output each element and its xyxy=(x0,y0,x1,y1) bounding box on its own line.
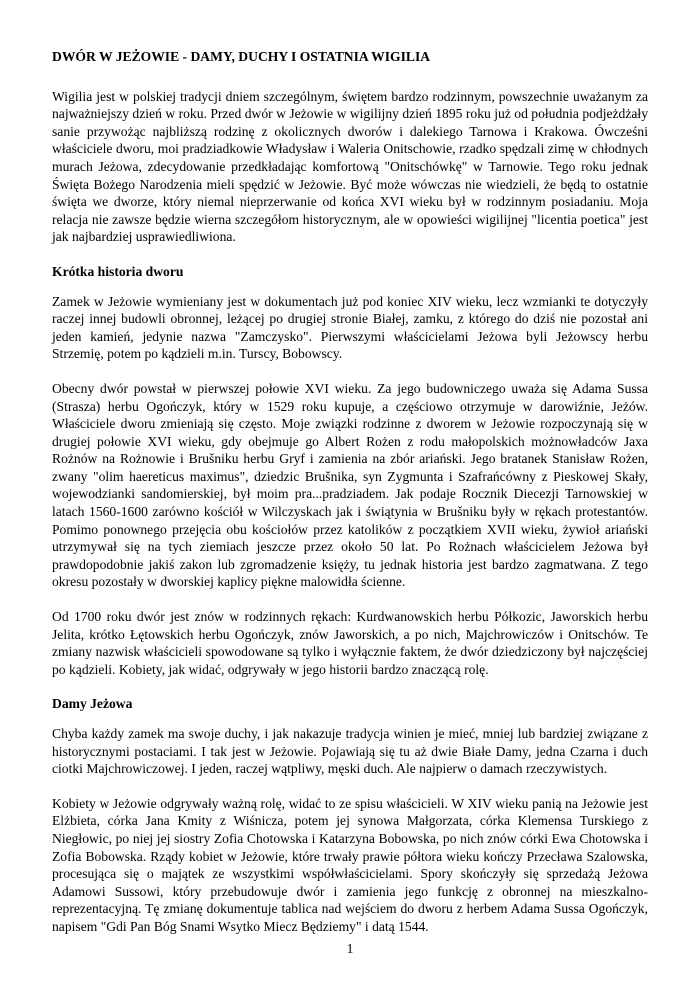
ladies-paragraph-2: Kobiety w Jeżowie odgrywały ważną rolę, widać to ze spisu właścicieli. W XIV wieku panią na Jeżowie jest Elżbieta, córka Jana Kmity z Wiśnicza, potem jej synowa Małgorzata, córka Klemensa Turskiego z Niegłowic, po niej jej siostry Zofia Chotowska i Katarzyna Bobowska, po nich znów córki Ewa Chotowska i Zofia Bobowska. Rządy kobiet w Jeżowie, które trwały prawie półtora wieku kończy Przecława Szalowska, procesująca się o majątek ze wszystkimi współwłaścicielami. Spory skończyły się sprzedażą Jeżowa Adamowi Sussowi, który przebudowuje dwór i zamienia jego funkcję z obronnej na mieszkalno-reprezentacyjną. Tę zmianę dokumentuje tablica nad wejściem do dworu z herbem Adama Sussa Ogończyk, napisem "Gdi Pan Bóg Snami Wsytko Miecz Będziemy" i datą 1544. xyxy=(52,795,648,934)
intro-paragraph: Wigilia jest w polskiej tradycji dniem szczególnym, świętem bardzo rodzinnym, powszechnie uważanym za najważniejszy dzień w roku. Przed dwór w Jeżowie w wigilijny dzień 1895 roku już od południa podjeżdżały sanie przywożąc najbliższą rodzinę z okolicznych dworów i dalekiego Tarnowa i Krakowa. Ówcześni właściciele dworu, moi pradziadkowie Władysław i Waleria Onitschowie, rzadko spędzali zimę w chłodnych murach Jeżowa, zdecydowanie przedkładając komfortową "Onitschówkę" w Tarnowie. Tego roku jednak Święta Bożego Narodzenia mieli spędzić w Jeżowie. Być może wówczas nie wiedzieli, że będą to ostatnie święta we dworze, który niemal nieprzerwanie od końca XVI wieku był w rodzinnym posiadaniu. Moja relacja nie zawsze będzie wierna szczegółom historycznym, ale w opowieści wigilijnej "licentia poetica" jest jak najbardziej usprawiedliwiona. xyxy=(52,88,648,245)
document-page xyxy=(52,48,648,953)
section-heading-ladies: Damy Jeżowa xyxy=(52,696,133,712)
section-heading-history: Krótka historia dworu xyxy=(52,263,184,279)
page-number: 1 xyxy=(346,941,354,956)
ladies-paragraph-1: Chyba każdy zamek ma swoje duchy, i jak nakazuje tradycja winien je mieć, mniej lub bardziej związane z historycznymi postaciami. I tak jest w Jeżowie. Pojawiają się tu aż dwie Białe Damy, jedna Czarna i duch ciotki Majchrowiczowej. I jeden, raczej wątpliwy, męski duch. Ale najpierw o damach rzeczywistych. xyxy=(52,726,648,777)
history-paragraph-3: Od 1700 roku dwór jest znów w rodzinnych rękach: Kurdwanowskich herbu Półkozic, Jaworskich herbu Jelita, krótko Łętowskich herbu Ogończyk, znów Jaworskich, a po nich, Majchrowiczów i Onitschów. Te zmiany nazwisk właścicieli spowodowane są tylko i wyłącznie faktem, że dwór dziedziczony był najczęściej po kądzieli. Kobiety, jak widać, odgrywały w jego historii bardzo znaczącą rolę. xyxy=(52,609,648,677)
history-paragraph-1: Zamek w Jeżowie wymieniany jest w dokumentach już pod koniec XIV wieku, lecz wzmianki te dotyczyły raczej innej budowli obronnej, leżącej po drugiej stronie Białej, zamku, z którego do dziś nie pozostał ani jeden kamień, jedynie nazwa "Zamczysko". Pierwszymi właścicielami Jeżowa byli Jeżowscy herbu Strzemię, potem po kądzieli m.in. Turscy, Bobowscy. xyxy=(52,293,648,362)
document-title: DWÓR W JEŻOWIE - DAMY, DUCHY I OSTATNIA WIGILIA xyxy=(52,49,431,64)
history-paragraph-2: Obecny dwór powstał w pierwszej połowie XVI wieku. Za jego budowniczego uważa się Adama Sussa (Strasza) herbu Ogończyk, który w 1529 roku kupuje, a częściowo otrzymuje w darowiźnie, Jeżów. Właściciele dworu zmieniają się często. Moje związki rodzinne z dworem w Jeżowie rozpoczynają się w drugiej połowie XVI wieku, gdy obejmuje go Albert Rożen z rodu małopolskich możnowładców Jaxa Rożnów na Rożnowie i Brušniku herbu Gryf i zamienia na zbór ariański. Jego bratanek Stanisław Rożen, zwany "olim haereticus maximus", dziedzic Brušnika, syn Zygmunta i Szafrańcówny z Pieskowej Skały, wojewodzianki sandomierskiej, był moim pra...pradziadem. Jak podaje Rocznik Diecezji Tarnowskiej w latach 1560-1600 zarówno kościół w Wilczyskach jak i świątynia w Brušniku były w rękach protestantów. Pomimo ponownego przejęcia obu kościołów przez katolików z początkiem XVII wieku, żywioł ariański utrzymywał się na tych ziemiach jeszcze przez około 50 lat. Po Rożnach właścicielem Jeżowa był prawdopodobnie jakiś zakon lub zgromadzenie księży, tu jednak historia jest bardzo zagmatwana. Z tego okresu pozostały w dworskiej kaplicy piękne malowidła ścienne. xyxy=(52,380,648,590)
